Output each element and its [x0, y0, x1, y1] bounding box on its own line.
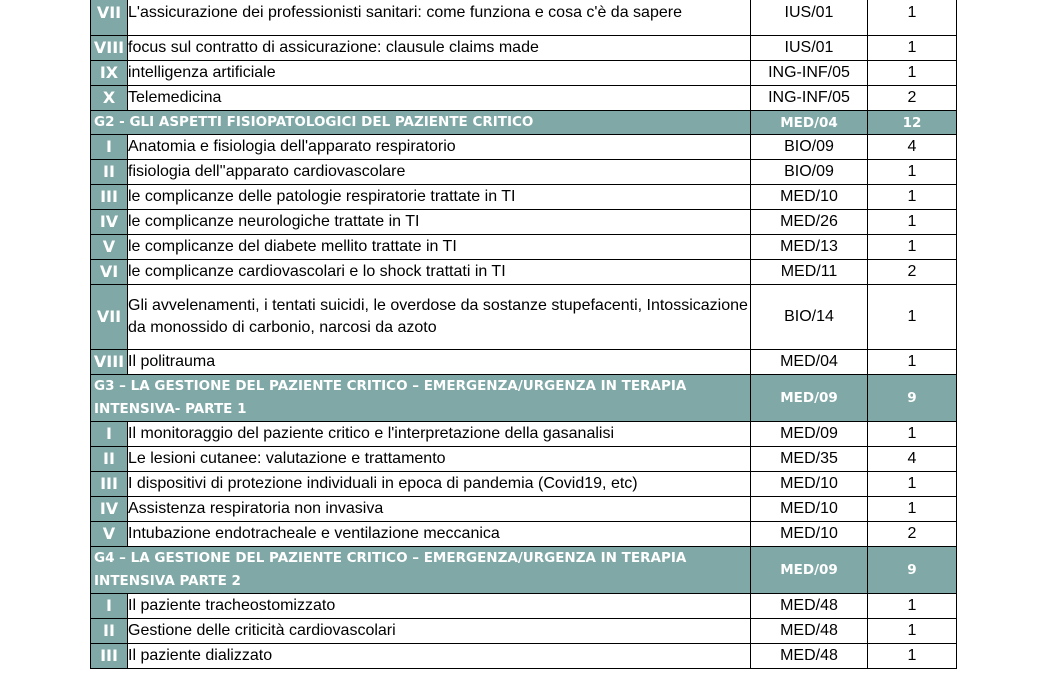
module-ssd: MED/10: [751, 185, 868, 210]
table-row: [91, 185, 957, 210]
module-number: III: [91, 472, 128, 497]
module-description: Gestione delle criticità cardiovascolari: [128, 619, 751, 644]
module-description: Il paziente dializzato: [128, 644, 751, 669]
module-cfu: 4: [868, 447, 957, 472]
group-title: G3 – LA GESTIONE DEL PAZIENTE CRITICO – EMERGENZA/URGENZA IN TERAPIA INTENSIVA- PARTE 1: [91, 375, 751, 422]
module-cfu: 1: [868, 185, 957, 210]
module-number: II: [91, 619, 128, 644]
module-description: Le lesioni cutanee: valutazione e trattamento: [128, 447, 751, 472]
module-description: le complicanze neurologiche trattate in TI: [128, 210, 751, 235]
module-number: VIII: [91, 36, 128, 61]
module-number: IV: [91, 497, 128, 522]
table-row: [91, 472, 957, 497]
module-description: le complicanze cardiovascolari e lo shock trattati in TI: [128, 260, 751, 285]
module-ssd: ING-INF/05: [751, 86, 868, 111]
module-ssd: MED/48: [751, 619, 868, 644]
module-number: III: [91, 644, 128, 669]
table-row: [91, 235, 957, 260]
module-description: Gli avvelenamenti, i tentati suicidi, le overdose da sostanze stupefacenti, Intossicazione da monossido di carbonio, narcosi da azoto: [128, 285, 751, 350]
module-ssd: MED/13: [751, 235, 868, 260]
group-cfu: 9: [868, 547, 957, 594]
module-ssd: MED/10: [751, 497, 868, 522]
module-cfu: 1: [868, 644, 957, 669]
module-ssd: MED/04: [751, 350, 868, 375]
module-description: Assistenza respiratoria non invasiva: [128, 497, 751, 522]
module-number: V: [91, 235, 128, 260]
table-row: [91, 644, 957, 669]
table-row: [91, 594, 957, 619]
module-ssd: BIO/09: [751, 160, 868, 185]
module-cfu: 1: [868, 619, 957, 644]
module-ssd: MED/09: [751, 422, 868, 447]
module-ssd: MED/48: [751, 644, 868, 669]
module-cfu: 2: [868, 522, 957, 547]
module-cfu: 1: [868, 235, 957, 260]
module-ssd: IUS/01: [751, 36, 868, 61]
group-header-row: [91, 547, 957, 594]
module-ssd: MED/10: [751, 522, 868, 547]
module-ssd: MED/10: [751, 472, 868, 497]
module-ssd: MED/11: [751, 260, 868, 285]
module-cfu: 1: [868, 350, 957, 375]
group-header-row: [91, 375, 957, 422]
module-description: Anatomia e fisiologia dell'apparato respiratorio: [128, 135, 751, 160]
module-cfu: 2: [868, 86, 957, 111]
table-row: [91, 86, 957, 111]
group-cfu: 9: [868, 375, 957, 422]
module-description: fisiologia dell''apparato cardiovascolare: [128, 160, 751, 185]
module-number: I: [91, 422, 128, 447]
module-number: IX: [91, 61, 128, 86]
module-description: le complicanze delle patologie respiratorie trattate in TI: [128, 185, 751, 210]
module-number: I: [91, 135, 128, 160]
group-cfu: 12: [868, 111, 957, 135]
module-number: VIII: [91, 350, 128, 375]
module-description: le complicanze del diabete mellito trattate in TI: [128, 235, 751, 260]
module-number: X: [91, 86, 128, 111]
module-cfu: 1: [868, 36, 957, 61]
module-description: Telemedicina: [128, 86, 751, 111]
module-cfu: 1: [868, 472, 957, 497]
module-ssd: MED/48: [751, 594, 868, 619]
table-row: [91, 447, 957, 472]
module-description: I dispositivi di protezione individuali in epoca di pandemia (Covid19, etc): [128, 472, 751, 497]
module-cfu: 1: [868, 160, 957, 185]
group-title: G2 - GLI ASPETTI FISIOPATOLOGICI DEL PAZIENTE CRITICO: [91, 111, 751, 135]
group-header-row: [91, 111, 957, 135]
module-cfu: 1: [868, 594, 957, 619]
curriculum-table: [90, 0, 957, 669]
table-row: [91, 350, 957, 375]
module-description: Il politrauma: [128, 350, 751, 375]
module-description: Intubazione endotracheale e ventilazione meccanica: [128, 522, 751, 547]
module-description: focus sul contratto di assicurazione: clausule claims made: [128, 36, 751, 61]
module-cfu: 1: [868, 497, 957, 522]
module-cfu: 1: [868, 210, 957, 235]
module-number: III: [91, 185, 128, 210]
table-row: [91, 422, 957, 447]
module-number: II: [91, 447, 128, 472]
module-ssd: BIO/09: [751, 135, 868, 160]
module-ssd: BIO/14: [751, 285, 868, 350]
table-row: [91, 285, 957, 350]
module-description: L'assicurazione dei professionisti sanitari: come funziona e cosa c'è da sapere: [128, 0, 751, 36]
module-number: IV: [91, 210, 128, 235]
group-ssd: MED/04: [751, 111, 868, 135]
module-ssd: MED/35: [751, 447, 868, 472]
table-row: [91, 36, 957, 61]
module-cfu: 1: [868, 422, 957, 447]
module-description: Il paziente tracheostomizzato: [128, 594, 751, 619]
group-title: G4 – LA GESTIONE DEL PAZIENTE CRITICO – EMERGENZA/URGENZA IN TERAPIA INTENSIVA PARTE 2: [91, 547, 751, 594]
table-row: [91, 61, 957, 86]
module-cfu: 4: [868, 135, 957, 160]
module-ssd: ING-INF/05: [751, 61, 868, 86]
table-row: [91, 160, 957, 185]
table-row: [91, 0, 957, 36]
module-description: Il monitoraggio del paziente critico e l'interpretazione della gasanalisi: [128, 422, 751, 447]
module-cfu: 1: [868, 285, 957, 350]
module-ssd: IUS/01: [751, 0, 868, 36]
module-description: intelligenza artificiale: [128, 61, 751, 86]
module-cfu: 1: [868, 0, 957, 36]
module-number: V: [91, 522, 128, 547]
module-number: VII: [91, 285, 128, 350]
table-row: [91, 135, 957, 160]
module-number: I: [91, 594, 128, 619]
module-number: VI: [91, 260, 128, 285]
group-ssd: MED/09: [751, 547, 868, 594]
table-row: [91, 260, 957, 285]
module-number: VII: [91, 0, 128, 36]
module-ssd: MED/26: [751, 210, 868, 235]
table-row: [91, 619, 957, 644]
module-number: II: [91, 160, 128, 185]
table-row: [91, 210, 957, 235]
table-row: [91, 522, 957, 547]
module-cfu: 1: [868, 61, 957, 86]
table-row: [91, 497, 957, 522]
group-ssd: MED/09: [751, 375, 868, 422]
module-cfu: 2: [868, 260, 957, 285]
